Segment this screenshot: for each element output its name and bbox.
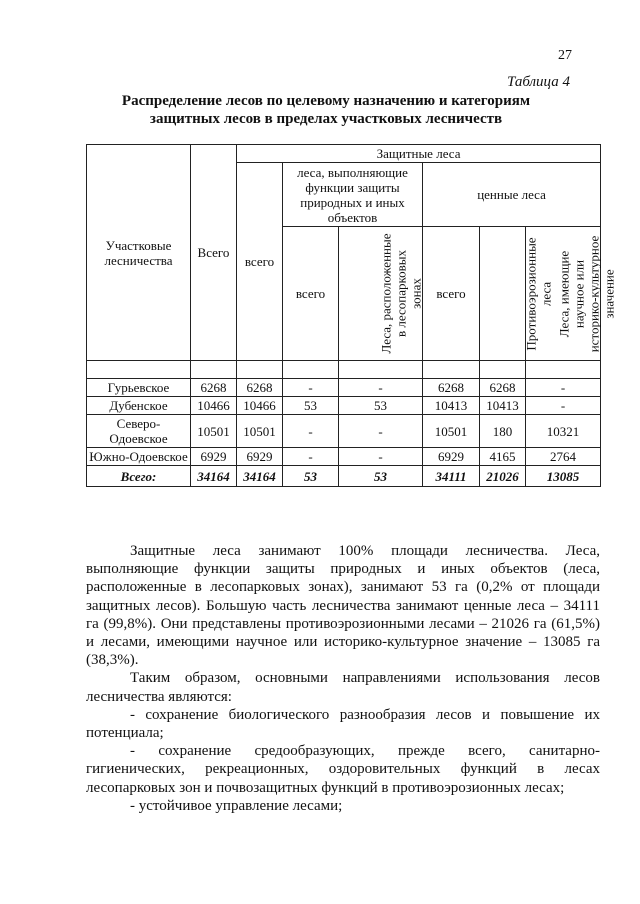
body-text xyxy=(86,542,600,815)
cell: 10466 xyxy=(191,397,237,415)
total-cell: 34164 xyxy=(191,466,237,487)
cell: - xyxy=(283,448,339,466)
table-row xyxy=(87,379,601,397)
header-total: Всего xyxy=(191,145,237,361)
header-nf-total: всего xyxy=(283,227,339,361)
row-district: Южно-Одоевское xyxy=(87,448,191,466)
cell: 6268 xyxy=(237,379,283,397)
cell: 10466 xyxy=(237,397,283,415)
cell: 53 xyxy=(339,397,423,415)
table-total-row xyxy=(87,466,601,487)
cell: 4165 xyxy=(480,448,526,466)
header-val-total: всего xyxy=(423,227,480,361)
cell: - xyxy=(283,415,339,448)
total-cell: 53 xyxy=(283,466,339,487)
cell: 180 xyxy=(480,415,526,448)
cell: 6268 xyxy=(423,379,480,397)
cell: 6268 xyxy=(480,379,526,397)
list-item: - устойчивое управление лесами; xyxy=(130,797,343,814)
row-district: Северо-Одоевское xyxy=(87,415,191,448)
cell: 6929 xyxy=(423,448,480,466)
header-valuable: ценные леса xyxy=(423,163,601,227)
header-forest-park xyxy=(339,227,423,361)
row-district: Гурьевское xyxy=(87,379,191,397)
cell: 53 xyxy=(283,397,339,415)
header-natural-functions: леса, выполняющие функции защиты природных и иных объектов xyxy=(283,163,423,227)
header-forest-park-text: Леса, расположенные в лесопарковых зонах xyxy=(378,233,424,354)
cell: 10501 xyxy=(191,415,237,448)
paragraph: Защитные леса занимают 100% площади лесничества. Леса, выполняющие функции защиты природных и иных объектов (леса, расположенные в лесопарковых зонах), занимают 53 га (0,2% от площади защитных лесов). Большую часть лесничества занимают ценные леса – 34111 га (99,8%). Они представлены противоэрозионными лесами – 21026 га (61,5%) и лесами, имеющими научное или историко-культурное значение – 13085 га (38,3%). xyxy=(86,543,600,669)
cell: 10501 xyxy=(423,415,480,448)
cell: 10501 xyxy=(237,415,283,448)
header-protective: Защитные леса xyxy=(237,145,601,163)
cell: 6268 xyxy=(191,379,237,397)
list-item: - сохранение средообразующих, прежде всего, санитарно-гигиенических, рекреационных, оздоровительных функций в лесах лесопарковых зон и почвозащитных функций в противоэрозионных лесах; xyxy=(86,743,600,796)
list-item: - сохранение биологического разнообразия лесов и повышение их потенциала; xyxy=(86,706,600,742)
header-anti-erosion xyxy=(480,227,554,361)
header-anti-erosion-text: Противоэрозионные леса xyxy=(523,236,554,351)
cell: - xyxy=(339,448,423,466)
paragraph: Таким образом, основными направлениями использования лесов лесничества являются: xyxy=(86,670,600,705)
cell: 6929 xyxy=(191,448,237,466)
table-spacer-row xyxy=(87,361,601,379)
total-cell: 34164 xyxy=(237,466,283,487)
cell: - xyxy=(526,397,601,415)
cell: 10321 xyxy=(526,415,601,448)
cell: - xyxy=(283,379,339,397)
cell: 6929 xyxy=(237,448,283,466)
total-cell: 53 xyxy=(339,466,423,487)
total-cell: 34111 xyxy=(423,466,480,487)
cell: - xyxy=(339,379,423,397)
table-row xyxy=(87,415,601,448)
page-number: 27 xyxy=(558,48,572,63)
cell: - xyxy=(526,379,601,397)
total-cell: 21026 xyxy=(480,466,526,487)
cell: 2764 xyxy=(526,448,601,466)
cell: - xyxy=(339,415,423,448)
cell: 10413 xyxy=(423,397,480,415)
table-title: Распределение лесов по целевому назначению и категориям защитных лесов в пределах участковых лесничеств xyxy=(121,93,531,127)
header-district: Участковые лесничества xyxy=(87,145,191,361)
table-label: Таблица 4 xyxy=(507,74,570,90)
forest-distribution-table xyxy=(86,144,617,487)
header-protective-total: всего xyxy=(237,163,283,361)
row-district: Дубенское xyxy=(87,397,191,415)
table-row xyxy=(87,448,601,466)
total-label: Всего: xyxy=(87,466,191,487)
total-cell: 13085 xyxy=(526,466,601,487)
cell: 10413 xyxy=(480,397,526,415)
table-row xyxy=(87,397,601,415)
header-scientific-text: Леса, имеющие научное или историко-культурное значение xyxy=(556,235,617,352)
